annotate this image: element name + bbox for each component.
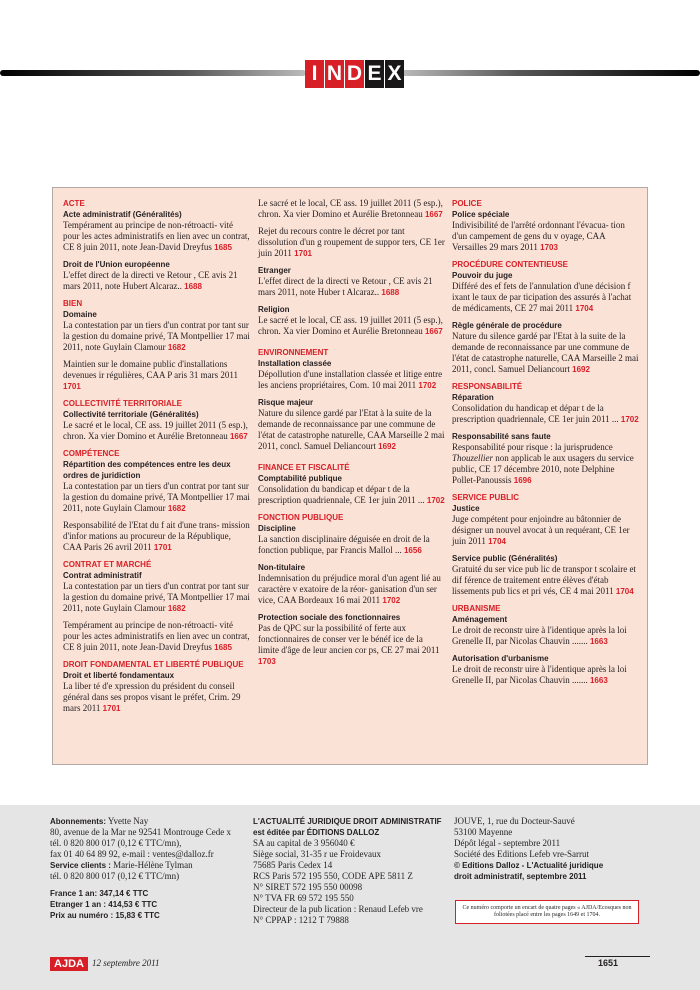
customer-service-phone: tél. 0 820 800 017 (0,12 € TTC/mn) <box>50 871 180 881</box>
index-entry: La contestation par un tiers d'un contrat por tant sur la gestion du domaine privé, TA Montpellier 17 mai 2011, note Guylain Clamour 1682 <box>63 320 250 352</box>
index-entry: Rejet du recours contre le décret por tant dissolution d'un g roupement de suppor ters, CE 1er juin 2011 1701 <box>258 226 445 258</box>
subcategory-heading: Service public (Généralités) <box>452 554 558 563</box>
subcategory-heading: Justice <box>452 504 480 513</box>
page-number: 1701 <box>102 704 121 713</box>
subcategory-heading: Droit de l'Union européenne <box>63 260 170 269</box>
subcategory-heading: Répartition des compétences entre les deux ordres de juridiction <box>63 460 231 480</box>
category-heading: DROIT FONDAMENTAL ET LIBERTÉ PUBLIQUE <box>63 660 244 669</box>
subcategory-heading: Discipline <box>258 524 296 533</box>
ajda-logo: AJDA <box>50 957 88 971</box>
subcategory-heading: Règle générale de procédure <box>452 321 562 330</box>
subcategory-heading: Responsabilité sans faute <box>452 432 551 441</box>
index-entry: Le droit de reconstr uire à l'identique après la loi Grenelle II, par Nicolas Chauvin ....... 1663 <box>452 625 627 646</box>
subcategory-heading: Aménagement <box>452 615 508 624</box>
category-heading: CONTRAT ET MARCHÉ <box>63 560 152 569</box>
subcategory-heading: Etranger <box>258 266 291 275</box>
copyright-line: © Editions Dalloz - L'Actualité juridique <box>454 861 604 870</box>
index-entry: La contestation par un tiers d'un contrat por tant sur la gestion du domaine privé, TA Montpellier 17 mai 2011, note Guylain Clamour 1682 <box>63 481 250 513</box>
index-column-3 <box>452 198 640 686</box>
page-number: 1701 <box>294 249 312 258</box>
subcategory-heading: Réparation <box>452 393 494 402</box>
category-heading: COLLECTIVITÉ TERRITORIALE <box>63 399 182 408</box>
category-heading: URBANISME <box>452 604 501 613</box>
page-number: 1703 <box>258 657 276 666</box>
index-column-1 <box>63 198 250 714</box>
issue-date: 12 septembre 2011 <box>92 958 160 968</box>
printer-line: JOUVE, 1, rue du Docteur-Sauvé <box>454 816 575 826</box>
price-issue: Prix au numéro : 15,83 € TTC <box>50 911 160 920</box>
page-number: 1701 <box>63 382 81 391</box>
index-entry: Le droit de reconstr uire à l'identique après la loi Grenelle II, par Nicolas Chauvin ....... 1663 <box>452 664 627 685</box>
index-entry: Le sacré et le local, CE ass. 19 juillet 2011 (5 esp.), chron. Xa vier Domino et Aurélie Bretonneau 1667 <box>258 198 443 219</box>
page-rule <box>585 956 650 957</box>
category-heading: POLICE <box>452 199 482 208</box>
page-number: 1701 <box>153 543 172 552</box>
index-title-logo <box>305 60 405 88</box>
subcategory-heading: Installation classée <box>258 359 332 368</box>
page-number: 1656 <box>403 546 422 555</box>
page-number: 1703 <box>540 243 558 252</box>
customer-service-label: Service clients : <box>50 861 111 870</box>
category-heading: COMPÉTENCE <box>63 449 120 458</box>
index-entry: Juge compétent pour enjoindre au bâtonnier de désigner un nouvel avocat à un requérant, CE 1er juin 2011 1704 <box>452 514 630 546</box>
page-number: 1692 <box>572 365 590 374</box>
publisher-line: N° CPPAP : 1212 T 79888 <box>253 915 349 925</box>
footer-publisher <box>253 816 443 926</box>
index-column-2 <box>258 198 445 667</box>
index-entry: Tempérament au principe de non-rétroacti- vité pour les actes administratifs en lien avec un contrat, CE 8 juin 2011, note Jean-David Dreyfus 1685 <box>63 620 250 652</box>
index-letter: D <box>345 60 364 88</box>
index-entry: Consolidation du handicap et dépar t de la prescription quadriennale, CE 1er juin 2011 ... 1702 <box>452 403 639 424</box>
page-number: 1667 <box>424 210 443 219</box>
page-number: 1702 <box>620 415 639 424</box>
publisher-line: RCS Paris 572 195 550, CODE APE 5811 Z <box>253 871 413 881</box>
subscriptions-phone: tél. 0 820 800 017 (0,12 € TTC/mn), <box>50 838 182 848</box>
page-number: 1667 <box>229 432 248 441</box>
page-number: 1685 <box>214 643 232 652</box>
insert-notice: Ce numéro comporte un encart de quatre pages « AJDA/Ecosques non foliotées placé entre les pages 1649 et 1704. <box>455 900 639 924</box>
subcategory-heading: Autorisation d'urbanisme <box>452 654 549 663</box>
category-heading: FONCTION PUBLIQUE <box>258 513 344 522</box>
index-entry: Tempérament au principe de non-rétroacti- vité pour les actes administratifs en lien avec un contrat, CE 8 juin 2011, note Jean-David Dreyfus 1685 <box>63 220 250 252</box>
index-entry: Consolidation du bandicap et dépar t de la prescription quadriennale, CE 1er juin 2011 ... 1702 <box>258 484 445 505</box>
publisher-title: L'ACTUALITÉ JURIDIQUE DROIT ADMINISTRATIF <box>253 817 442 826</box>
page-number: 1688 <box>184 282 202 291</box>
page-number: 1704 <box>575 304 594 313</box>
page-number: 1692 <box>378 442 396 451</box>
index-letter: N <box>325 60 344 88</box>
category-heading: SERVICE PUBLIC <box>452 493 519 502</box>
publisher-line: 75685 Paris Cedex 14 <box>253 860 333 870</box>
index-entry: Maintien sur le domaine public d'installations devenues ir régulières, CAA P aris 31 mars 2011 1701 <box>63 359 239 391</box>
index-entry: Le sacré et le local, CE ass. 19 juillet 2011 (5 esp.), chron. Xa vier Domino et Aurélie Bretonneau 1667 <box>258 315 443 336</box>
index-entry: Dépollution d'une installation classée et litige entre les anciens propriétaires, Com. 10 mai 2011 1702 <box>258 369 443 390</box>
subcategory-heading: Droit et liberté fondamentaux <box>63 671 175 680</box>
footer-printer <box>454 816 654 882</box>
header-rule-left <box>0 70 306 76</box>
index-entry: La liber té d'e xpression du président du conseil général dans ses propos visant le préfet, Crim. 29 mars 2011 1701 <box>63 681 241 713</box>
category-heading: RESPONSABILITÉ <box>452 382 523 391</box>
index-entry: Indivisibilité de l'arrêté ordonnant l'évacua- tion d'un campement de gens du v oyage, CAA Versailles 29 mars 2011 1703 <box>452 220 625 252</box>
page-number-footer: 1651 <box>598 958 619 968</box>
page-number: 1704 <box>488 537 506 546</box>
index-entry: Nature du silence gardé par l'Etat à la suite de la demande de reconnaissance par une commune de l'état de catastrophe naturelle, CAA Marseille 2 mai 2011, concl. Samuel Deliancourt 1692 <box>258 408 445 451</box>
subcategory-heading: Comptabilité publique <box>258 474 342 483</box>
subcategory-heading: Protection sociale des fonctionnaires <box>258 613 401 622</box>
customer-service-contact: Marie-Hélène Tylman <box>110 860 193 870</box>
category-heading: FINANCE ET FISCALITÉ <box>258 463 350 472</box>
subcategory-heading: Domaine <box>63 310 97 319</box>
index-entry: Le sacré et le local, CE ass. 19 juillet 2011 (5 esp.), chron. Xa vier Domino et Aurélie Bretonneau 1667 <box>63 420 248 441</box>
subcategory-heading: Non-titulaire <box>258 563 306 572</box>
publisher-line: N° TVA FR 69 572 195 550 <box>253 893 354 903</box>
page-number: 1702 <box>382 596 401 605</box>
page-number: 1682 <box>167 604 186 613</box>
publisher-name: est éditée par ÉDITIONS DALLOZ <box>253 828 380 837</box>
subcategory-heading: Contrat administratif <box>63 571 142 580</box>
index-entry: L'effet direct de la directi ve Retour , CE avis 21 mars 2011, note Hubert Alcaraz.. 1688 <box>63 270 238 291</box>
footer-subscriptions <box>50 816 240 921</box>
index-entry: La contestation par un tiers d'un contrat por tant sur la gestion du domaine privé, TA Montpellier 17 mai 2011, note Guylain Clamour 1682 <box>63 581 250 613</box>
subcategory-heading: Acte administratif (Généralités) <box>63 210 182 219</box>
price-abroad: Etranger 1 an : 414,53 € TTC <box>50 900 158 909</box>
category-heading: BIEN <box>63 299 83 308</box>
printer-line: Dépôt légal - septembre 2011 <box>454 838 561 848</box>
publisher-line: N° SIRET 572 195 550 00098 <box>253 882 363 892</box>
publisher-line: Directeur de la pub lication : Renaud Lefeb vre <box>253 904 423 914</box>
page-number: 1667 <box>424 327 443 336</box>
subcategory-heading: Police spéciale <box>452 210 510 219</box>
subscriptions-address: 80, avenue de la Mar ne 92541 Montrouge Cede x <box>50 827 231 837</box>
index-entry: Différé des ef fets de l'annulation d'une décision f ixant le taux de par ticipation des assurés à l'achat de médicaments, CE 27 mai 2011 1704 <box>452 281 632 313</box>
index-letter: X <box>385 60 404 88</box>
index-entry: Gratuité du ser vice pub lic de transpor t scolaire et dif férence de traitement entre élèves d'étab lissements pub lics et pri vés, CE 4 mai 2011 1704 <box>452 564 636 596</box>
index-entry: Responsabilité de l'Etat du f ait d'une trans- mission d'infor mations au procureur de la République, CAA Paris 26 avril 2011 1701 <box>63 520 250 552</box>
page-number: 1688 <box>381 288 400 297</box>
header-rule-right <box>400 70 700 76</box>
index-letter: E <box>365 60 384 88</box>
page-number: 1704 <box>615 587 634 596</box>
category-heading: ACTE <box>63 199 85 208</box>
index-entry: L'effet direct de la directi ve Retour , CE avis 21 mars 2011, note Huber t Alcaraz.. 1688 <box>258 276 433 297</box>
index-entry: Nature du silence gardé par l'Etat à la suite de la demande de reconnaissance par une commune de l'état de catastrophe naturelle, CAA Marseille 2 mai 2011, concl. Samuel Deliancourt 1692 <box>452 331 639 374</box>
price-france: France 1 an: 347,14 € TTC <box>50 889 149 898</box>
page-number: 1663 <box>589 637 608 646</box>
index-entry: Pas de QPC sur la possibilité of ferte aux fonctionnaires de conser ver le bénéf ice de la limite d'âge de leur ancien cor ps, CE 27 mai 2011 1703 <box>258 623 440 666</box>
subcategory-heading: Pouvoir du juge <box>452 271 513 280</box>
subcategory-heading: Collectivité territoriale (Généralités) <box>63 410 199 419</box>
index-entry: Indemnisation du préjudice moral d'un agent lié au caractère v exatoire de la réor- ganisation d'un ser vice, CAA Bordeaux 16 mai 2011 1702 <box>258 573 441 605</box>
page-number: 1702 <box>426 496 445 505</box>
category-heading: ENVIRONNEMENT <box>258 348 329 357</box>
subcategory-heading: Religion <box>258 305 290 314</box>
subscriptions-fax: fax 01 40 64 89 92, e-mail : ventes@dalloz.fr <box>50 849 214 859</box>
subcategory-heading: Risque majeur <box>258 398 314 407</box>
publisher-line: SA au capital de 3 956040 € <box>253 838 355 848</box>
index-letter: I <box>305 60 324 88</box>
printer-line: 53100 Mayenne <box>454 827 513 837</box>
subscriptions-label: Abonnements: <box>50 817 106 826</box>
page-number: 1663 <box>589 676 608 685</box>
index-entry: La sanction disciplinaire déguisée en droit de la fonction publique, par Francis Mallol ... 1656 <box>258 534 430 555</box>
subscriptions-contact: Yvette Nay <box>106 816 149 826</box>
publisher-line: Siège social, 31-35 r ue Froidevaux <box>253 849 381 859</box>
copyright-line: droit administratif, septembre 2011 <box>454 872 587 881</box>
page-number: 1702 <box>418 381 437 390</box>
index-entry: Responsabilité pour risque : la jurisprudence Thouzellier non applicab le aux usagers du service public, CE 17 décembre 2010, note Delphine Pollet-Panoussis 1696 <box>452 442 634 485</box>
index-box <box>52 187 648 765</box>
page-number: 1685 <box>214 243 232 252</box>
page-number: 1696 <box>513 476 532 485</box>
page-number: 1682 <box>167 343 186 352</box>
category-heading: PROCÉDURE CONTENTIEUSE <box>452 260 569 269</box>
page-number: 1682 <box>167 504 186 513</box>
printer-line: Société des Editions Lefeb vre-Sarrut <box>454 849 589 859</box>
